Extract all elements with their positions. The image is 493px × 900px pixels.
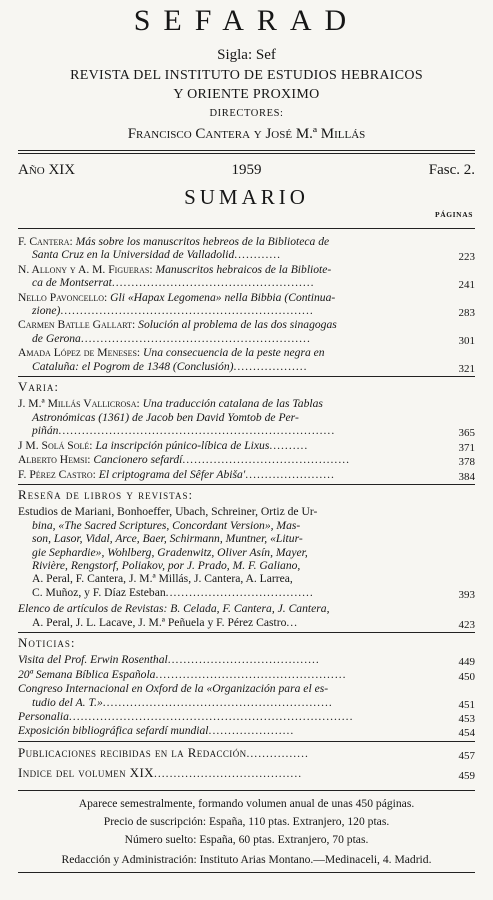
toc-entry[interactable]: Carmen Batlle Gallart: Solución al problema de las dos sinagogas de Gerona........................................................... 301 — [18, 318, 475, 347]
footer-periodicity: Aparece semestralmente, formando volumen anual de unas 450 páginas. — [78, 797, 415, 810]
toc-entry[interactable]: N. Allony y A. M. Figueras: Manuscritos hebraicos de la Bibliote- ca de Montserrat.................................................... 241 — [18, 262, 475, 292]
directores-label: DIRECTORES: — [209, 108, 284, 119]
sumario-rule — [18, 228, 475, 229]
page-number: 301 — [458, 334, 475, 347]
footer-rule — [18, 790, 475, 791]
issue-row — [18, 162, 475, 180]
page-number: 241 — [458, 279, 475, 292]
toc-entry[interactable]: Exposición bibliográfica sefardí mundial...................... 454 — [18, 724, 475, 740]
paginas-label: PÁGINAS — [435, 210, 473, 219]
issue-year: Año XIX — [18, 162, 76, 178]
page-number: 378 — [458, 456, 475, 469]
toc-entry[interactable]: Congreso Internacional en Oxford de la «Organización para el es- tudio del A. T.»........................................................... 451 — [18, 682, 475, 711]
section-noticias: Noticias: — [18, 634, 76, 650]
toc-entry[interactable]: Alberto Hemsi: Cancionero sefardí........................................... 378 — [18, 453, 475, 469]
page-number: 371 — [458, 441, 475, 454]
toc-entry-publicaciones[interactable]: Publicaciones recibidas en la Redacción................ 457 — [18, 744, 475, 762]
issue-date: 1959 — [231, 162, 262, 178]
toc-entry[interactable]: J. M.ª Millás Vallicrosa: Una traducción catalana de las Tablas Astronómicas (1361) de Jacob ben David Yomtob de Per- piñán....................................................................... 365 — [18, 397, 475, 440]
page-number: 423 — [458, 618, 475, 631]
toc-entry[interactable]: Estudios de Mariani, Bonhoeffer, Ubach, Schreiner, Ortiz de Ur- bina, «The Sacred Scriptures, Concordant Version», Mas- son, Lasor, Vidal, Arce, Baer, Schirmann, Muntner, «Litur- gie Sephardie», Wohlberg, Gradenwitz, Oliver Asín, Mayer, Rivière, Rengstorf, Poliakov, por J. Prado, M. F. Galiano, A. Peral, F. Cantera, J. M.ª Millás, J. Cantera, A. Larrea, C. Muñoz, y F. Díaz Esteban...................................... 393 — [18, 505, 475, 601]
page-number: 223 — [458, 251, 475, 264]
sigla: Sigla: Sef — [217, 47, 276, 63]
page-number: 457 — [458, 749, 475, 762]
sumario-heading: SUMARIO — [184, 185, 309, 209]
toc-entry[interactable]: J M. Solá Solé: La inscripción púnico-líbica de Lixus.......... 371 — [18, 438, 475, 454]
section-rule — [18, 376, 475, 377]
page-number: 321 — [458, 362, 475, 375]
table-of-contents — [18, 235, 475, 782]
page-number: 454 — [458, 727, 475, 740]
toc-entry-indice[interactable]: Indice del volumen XIX...................................... 459 — [18, 765, 475, 783]
page-number: 451 — [458, 698, 475, 711]
footer-rule-bottom — [18, 872, 475, 873]
page-number: 393 — [458, 588, 475, 601]
page-number: 459 — [458, 770, 475, 783]
journal-subtitle-line2: Y ORIENTE PROXIMO — [173, 87, 320, 102]
page-number: 453 — [458, 713, 475, 725]
page-number: 384 — [458, 470, 475, 483]
page-number: 283 — [458, 307, 475, 320]
toc-entry[interactable]: F. Pérez Castro: El criptograma del Sêfer Abiša'....................... 384 — [18, 467, 475, 483]
page-number: 449 — [458, 656, 475, 669]
header-rule-2 — [18, 153, 475, 154]
page-number: 450 — [458, 670, 475, 683]
directores-names: Francisco Cantera y José M.ª Millás — [127, 126, 366, 142]
toc-entry[interactable]: F. Cantera: Más sobre los manuscritos hebreos de la Biblioteca de Santa Cruz en la Universidad de Valladolid............ 223 — [18, 235, 475, 264]
footer-single-issue: Número suelto: España, 60 ptas. Extranjero, 70 ptas. — [124, 833, 369, 846]
page-number: 365 — [458, 427, 475, 440]
toc-entry[interactable]: Visita del Prof. Erwin Rosenthal....................................... 449 — [18, 653, 475, 669]
header-rule — [18, 150, 475, 151]
footer-address: Redacción y Administración: Instituto Arias Montano.—Medinaceli, 4. Madrid. — [61, 853, 432, 866]
section-rule — [18, 741, 475, 742]
footer-subscription: Precio de suscripción: España, 110 ptas. Extranjero, 120 ptas. — [103, 815, 390, 828]
section-varia: Varia: — [18, 379, 59, 395]
journal-subtitle-line1: REVISTA DEL INSTITUTO DE ESTUDIOS HEBRAICOS — [70, 68, 423, 83]
toc-entry[interactable]: Personalia......................................................................... 453 — [18, 710, 475, 725]
journal-title: SEFARAD — [133, 4, 360, 37]
toc-entry[interactable]: Amada López de Meneses: Una consecuencia de la peste negra en Cataluña: el Pogrom de 1348 (Conclusión)................... 321 — [18, 346, 475, 375]
toc-entry[interactable]: Elenco de artículos de Revistas: B. Celada, F. Cantera, J. Cantera, A. Peral, J. L. Lacave, J. M.ª Peñuela y F. Pérez Castro... 423 — [18, 602, 475, 631]
issue-fascicle: Fasc. 2. — [428, 162, 475, 178]
toc-entry[interactable]: 20ª Semana Bíblica Española................................................. 450 — [18, 667, 475, 683]
toc-entry[interactable]: Nello Pavoncello: Gli «Hapax Legomena» nella Bibbia (Continua- zione)................................................................. 283 — [18, 290, 475, 320]
section-rule — [18, 484, 475, 485]
section-resena: Reseña de libros y revistas: — [18, 486, 194, 502]
section-rule — [18, 632, 475, 633]
